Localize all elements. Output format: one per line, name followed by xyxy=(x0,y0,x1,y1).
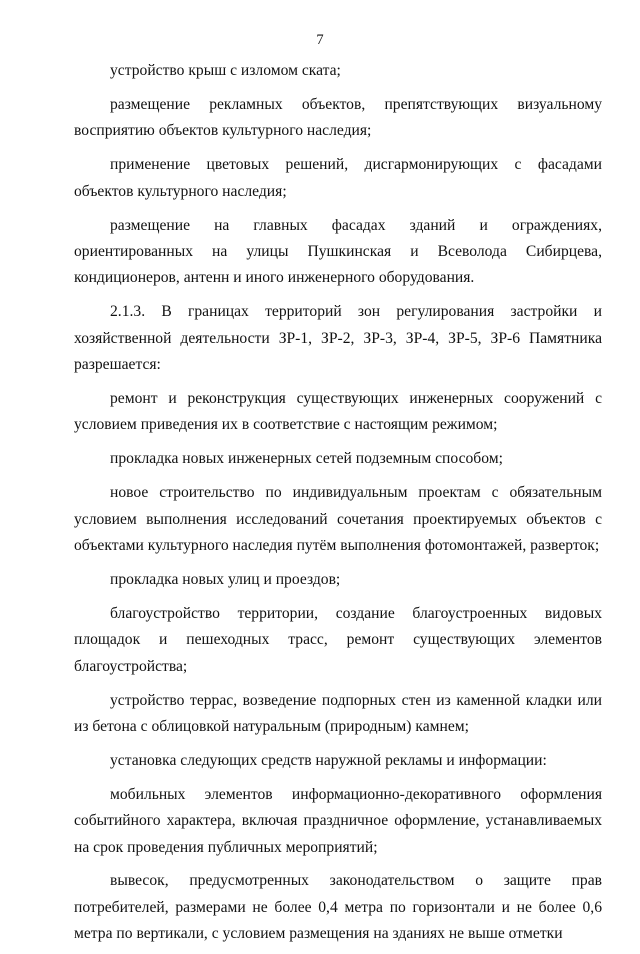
paragraph-engineering-repair: ремонт и реконструкция существующих инженерных сооружений с условием приведения их в соответствие с настоящим режимом; xyxy=(74,389,602,434)
paragraph-landscaping: благоустройство территории, создание благоустроенных видовых площадок и пешеходных трасс, ремонт существующих элементов благоустройства; xyxy=(74,604,602,675)
paragraph-section-2-1-3: 2.1.3. В границах территорий зон регулирования застройки и хозяйственной деятельности ЗР-1, ЗР-2, ЗР-3, ЗР-4, ЗР-5, ЗР-6 Памятника разрешается: xyxy=(74,303,602,374)
paragraph-outdoor-advertising: установка следующих средств наружной рекламы и информации: xyxy=(110,751,547,769)
paragraph-new-streets: прокладка новых улиц и проездов; xyxy=(110,570,341,588)
paragraph-advertising-placement: размещение рекламных объектов, препятствующих визуальному восприятию объектов культурного наследия; xyxy=(74,95,602,140)
paragraph-underground-networks: прокладка новых инженерных сетей подземным способом; xyxy=(110,450,503,468)
paragraph-roof-construction: устройство крыш с изломом ската; xyxy=(110,62,341,79)
paragraph-facade-equipment: размещение на главных фасадах зданий и ограждениях, ориентированных на улицы Пушкинская и Всеволода Сибирцева, кондиционеров, антенн и иного инженерного оборудования. xyxy=(74,216,602,287)
paragraph-new-construction: новое строительство по индивидуальным проектам с обязательным условием выполнения исследований сочетания проектируемых объектов с объектами культурного наследия путём выполнения фотомонтажей, разверток; xyxy=(74,484,602,554)
document-body xyxy=(74,58,602,954)
paragraph-color-solutions: применение цветовых решений, дисгармонирующих с фасадами объектов культурного наследия; xyxy=(74,156,602,200)
page-number: 7 xyxy=(316,32,324,48)
paragraph-signboards: вывесок, предусмотренных законодательством о защите прав потребителей, размерами не более 0,4 метра по горизонтали и не более 0,6 метра по вертикали, с условием размещения на зданиях не выше отметки xyxy=(74,872,602,943)
paragraph-terraces: устройство террас, возведение подпорных стен из каменной кладки или из бетона с облицовкой натуральным (природным) камнем; xyxy=(74,691,602,735)
paragraph-mobile-elements: мобильных элементов информационно-декоративного оформления событийного характера, включая праздничное оформление, устанавливаемых на срок проведения публичных мероприятий; xyxy=(74,785,602,856)
